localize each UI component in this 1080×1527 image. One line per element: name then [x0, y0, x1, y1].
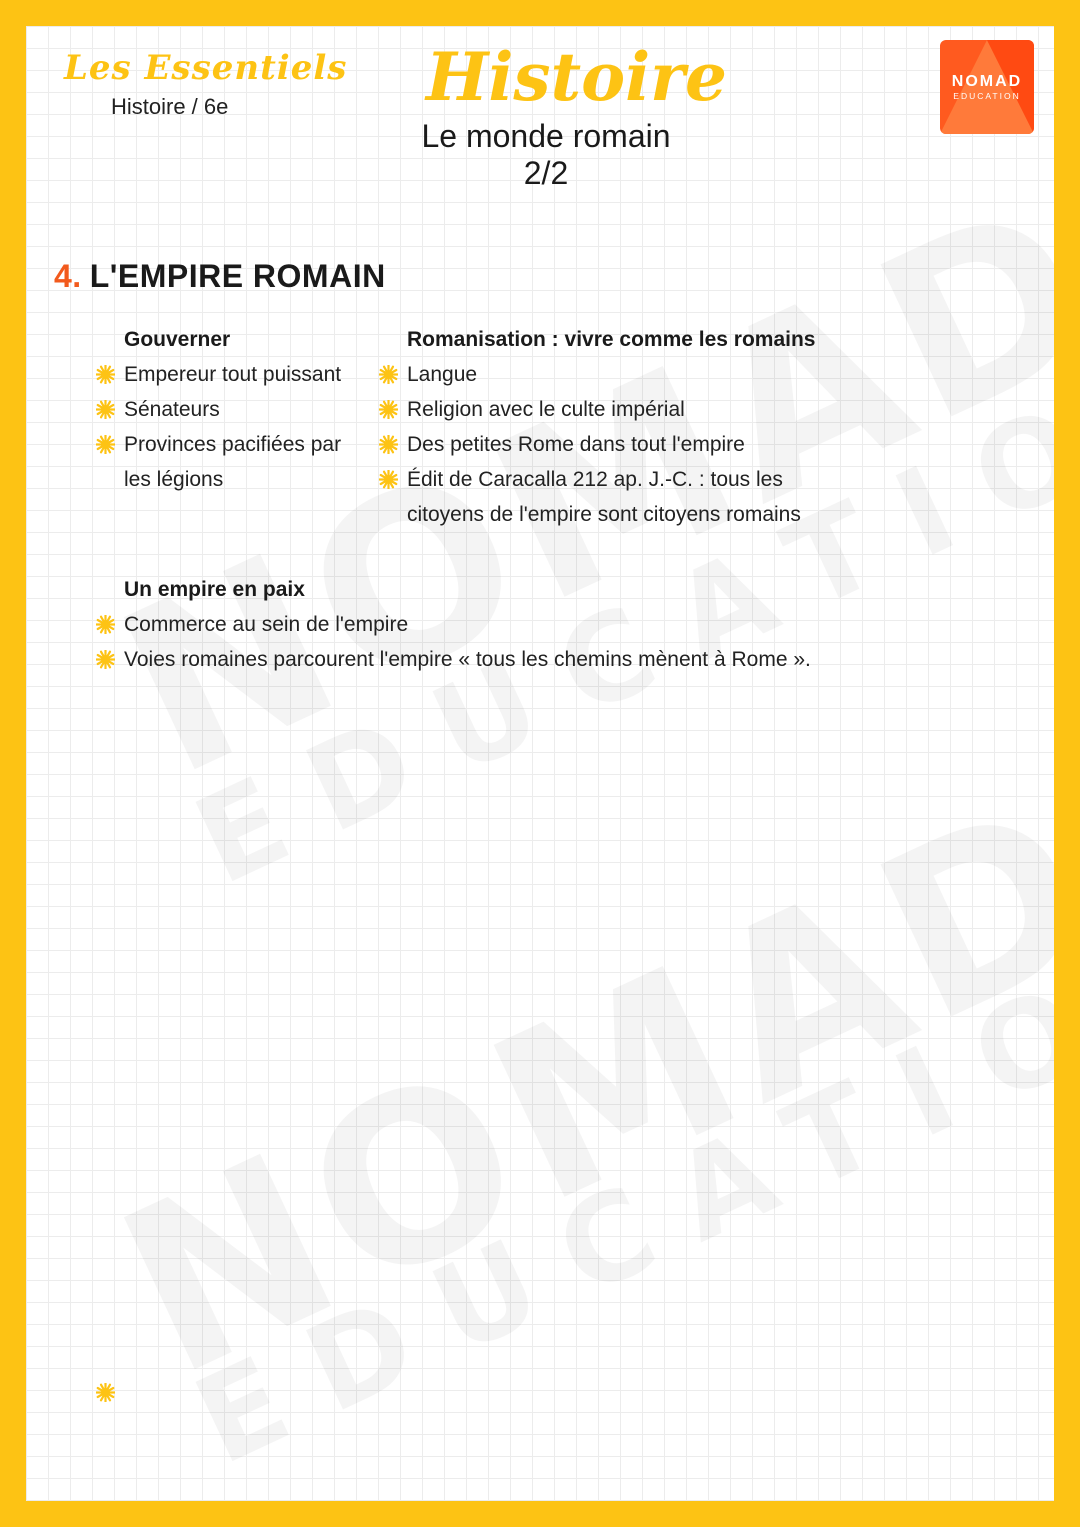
list-item: [100, 642, 1000, 677]
romanisation-heading: Romanisation : vivre comme les romains: [407, 328, 816, 351]
list-item-text: Édit de Caracalla 212 ap. J.-C. : tous les citoyens de l'empire sont citoyens romains: [407, 468, 801, 526]
list-item-text: Empereur tout puissant: [124, 363, 342, 386]
list-item-text: Provinces pacifiées par les légions: [124, 433, 342, 491]
peace-column: [100, 572, 1000, 677]
nomad-logo: [940, 40, 1034, 134]
list-item: [383, 427, 823, 462]
page-sheet: [26, 26, 1054, 1501]
logo-text-education: EDUCATION: [953, 91, 1021, 101]
sunburst-bullet-icon: [96, 365, 115, 384]
list-item-text: Des petites Rome dans tout l'empire: [407, 433, 745, 456]
list-item: [383, 462, 823, 532]
sunburst-bullet-icon: [96, 615, 115, 634]
logo-text-nomad: NOMAD: [951, 73, 1023, 90]
list-item: [383, 392, 823, 427]
sunburst-bullet-icon: [379, 365, 398, 384]
sunburst-bullet-icon: [379, 435, 398, 454]
romanisation-column: [383, 322, 823, 532]
watermark-nomad: [86, 748, 1054, 1428]
list-item-text: Langue: [407, 363, 478, 386]
subject-level: Histoire / 6e: [111, 94, 229, 119]
sunburst-bullet-icon: [96, 650, 115, 669]
list-item-text: Commerce au sein de l'empire: [124, 613, 409, 636]
list-item: [100, 392, 360, 427]
sunburst-bullet-icon: [379, 400, 398, 419]
sunburst-bullet-icon: [96, 400, 115, 419]
section-title: L'EMPIRE ROMAIN: [89, 258, 386, 294]
governer-heading: Gouverner: [124, 328, 231, 351]
list-item: [100, 607, 1000, 642]
list-item: [100, 427, 360, 497]
list-item: [100, 357, 360, 392]
sunburst-bullet-icon: [96, 1383, 115, 1402]
section-number: 4.: [54, 258, 82, 294]
governer-column: [100, 322, 360, 497]
page-subtitle: Le monde romain 2/2: [421, 118, 671, 191]
list-item-text: Religion avec le culte impérial: [407, 398, 685, 421]
list-item: [383, 357, 823, 392]
page-title: Histoire: [426, 38, 727, 116]
brand-title: Les Essentiels: [64, 48, 348, 88]
section-heading: [54, 258, 386, 295]
sunburst-bullet-icon: [379, 470, 398, 489]
watermark-education: [176, 884, 1054, 1492]
list-item-text: Voies romaines parcourent l'empire « tous les chemins mènent à Rome ».: [124, 648, 811, 671]
sunburst-bullet-icon: [96, 435, 115, 454]
list-item-text: Sénateurs: [124, 398, 220, 421]
peace-heading: Un empire en paix: [124, 578, 305, 601]
